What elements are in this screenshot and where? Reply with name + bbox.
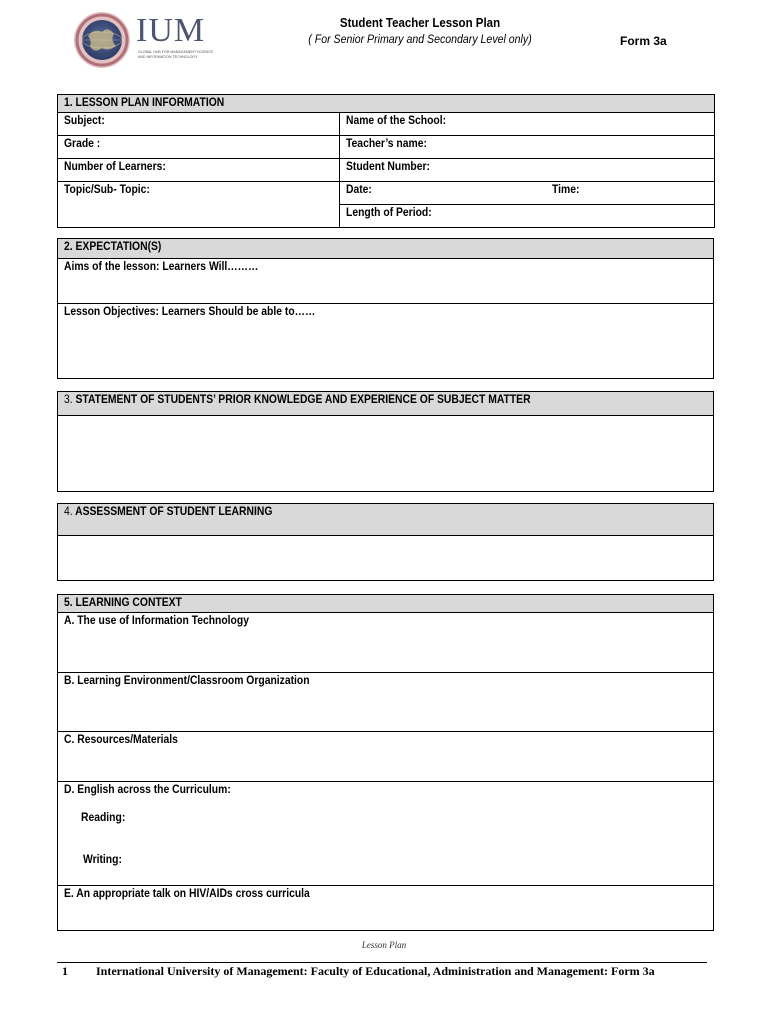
assessment-field[interactable] (58, 536, 714, 581)
section-assessment (57, 503, 714, 581)
writing-label: Writing: (83, 854, 122, 867)
length-of-period-field[interactable]: Length of Period: (340, 205, 715, 228)
section-expectations (57, 238, 714, 379)
grade-field[interactable]: Grade : (58, 136, 340, 159)
logo-tagline: GLOBAL HUB FOR MANAGEMENT SCIENCE AND INFORMATION TECHNOLOGY (138, 50, 214, 59)
section-heading: 3. STATEMENT OF STUDENTS’ PRIOR KNOWLEDGE AND EXPERIENCE OF SUBJECT MATTER (58, 392, 714, 416)
date-label: Date: (346, 184, 372, 196)
footer-text: International University of Management: Faculty of Educational, Administration and Management: Form 3a (96, 964, 655, 978)
document-title: Student Teacher Lesson Plan (339, 16, 501, 30)
section-learning-context (57, 594, 714, 931)
school-name-field[interactable]: Name of the School: (340, 113, 715, 136)
section-heading: 1. LESSON PLAN INFORMATION (58, 95, 715, 113)
teacher-name-field[interactable]: Teacher’s name: (340, 136, 715, 159)
topic-field[interactable]: Topic/Sub- Topic: (58, 182, 340, 228)
document-subtitle: ( For Senior Primary and Secondary Level only) (308, 34, 532, 46)
student-number-field[interactable]: Student Number: (340, 159, 715, 182)
number-of-learners-field[interactable]: Number of Learners: (58, 159, 340, 182)
english-across-curriculum-field[interactable]: D. English across the Curriculum: Reading: Writing: (58, 782, 714, 886)
footer-rule (57, 962, 707, 963)
time-label: Time: (552, 184, 580, 196)
prior-knowledge-field[interactable] (58, 416, 714, 492)
information-technology-field[interactable]: A. The use of Information Technology (58, 613, 714, 673)
section-heading: 5. LEARNING CONTEXT (58, 595, 714, 613)
reading-label: Reading: (81, 812, 126, 825)
date-time-field[interactable] (340, 182, 715, 205)
section-heading: 4. ASSESSMENT OF STUDENT LEARNING (58, 504, 714, 536)
subject-field[interactable]: Subject: (58, 113, 340, 136)
hiv-aids-talk-field[interactable]: E. An appropriate talk on HIV/AIDs cross curricula (58, 886, 714, 931)
resources-materials-field[interactable]: C. Resources/Materials (58, 732, 714, 782)
learning-environment-field[interactable]: B. Learning Environment/Classroom Organization (58, 673, 714, 732)
footer-label: Lesson Plan (361, 940, 407, 950)
section-prior-knowledge (57, 391, 714, 492)
logo-wordmark: IUM (136, 12, 206, 49)
section-heading: 2. EXPECTATION(S) (58, 239, 714, 259)
objectives-field[interactable]: Lesson Objectives: Learners Should be able to…… (58, 304, 714, 379)
form-code: Form 3a (620, 34, 667, 48)
ium-logo (72, 10, 222, 70)
page-number: 1 (62, 964, 68, 978)
aims-field[interactable]: Aims of the lesson: Learners Will……… (58, 259, 714, 304)
section-lesson-plan-information (57, 94, 715, 228)
